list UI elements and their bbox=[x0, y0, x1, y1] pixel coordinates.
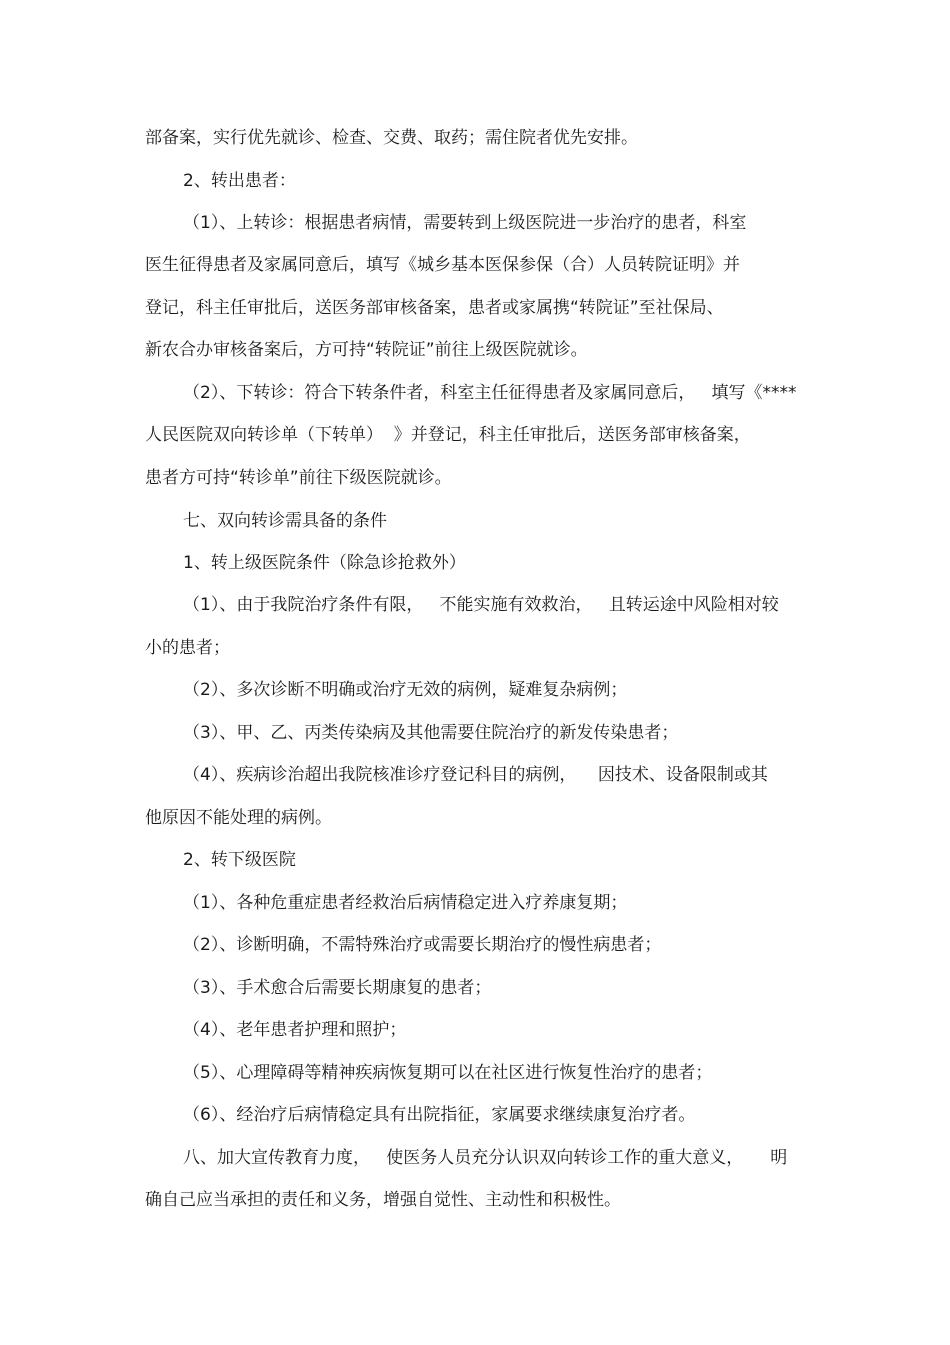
text-line: （1）、各种危重症患者经救治后病情稳定进入疗养康复期； bbox=[183, 893, 628, 913]
section-heading: 2、转出患者： bbox=[183, 171, 296, 191]
text-line: 登记，科主任审批后，送医务部审核备案，患者或家属携“转院证”至社保局、 bbox=[145, 298, 724, 318]
text-line: （2）、诊断明确，不需特殊治疗或需要长期治疗的慢性病患者； bbox=[183, 935, 662, 955]
text-line: 他原因不能处理的病例。 bbox=[145, 808, 332, 828]
subsection-heading: 2、转下级医院 bbox=[183, 850, 296, 870]
text-line: （2）、下转诊：符合下转条件者，科室主任征得患者及家属同意后， 填写《**** bbox=[183, 383, 797, 403]
text-line: （4）、疾病诊治超出我院核准诊疗登记科目的病例， 因技术、设备限制或其 bbox=[183, 765, 768, 785]
text-line: 确自己应当承担的责任和义务，增强自觉性、主动性和积极性。 bbox=[145, 1190, 621, 1210]
text-line: 医生征得患者及家属同意后，填写《城乡基本医保参保（合）人员转院证明》并 bbox=[145, 255, 740, 275]
text-line: 新农合办审核备案后，方可持“转院证”前往上级医院就诊。 bbox=[145, 340, 588, 360]
text-line: （1）、由于我院治疗条件有限， 不能实施有效救治， 且转运途中风险相对较 bbox=[183, 595, 779, 615]
section-heading: 七、双向转诊需具备的条件 bbox=[183, 511, 387, 531]
text-line: 小的患者； bbox=[145, 638, 230, 658]
text-line: （3）、甲、乙、丙类传染病及其他需要住院治疗的新发传染患者； bbox=[183, 723, 679, 743]
text-line: （4）、老年患者护理和照护； bbox=[183, 1020, 407, 1040]
text-line: （2）、多次诊断不明确或治疗无效的病例，疑难复杂病例； bbox=[183, 680, 628, 700]
text-line: 患者方可持“转诊单”前往下级医院就诊。 bbox=[145, 468, 452, 488]
text-line: 部备案，实行优先就诊、检查、交费、取药；需住院者优先安排。 bbox=[145, 128, 638, 148]
text-line: （5）、心理障碍等精神疾病恢复期可以在社区进行恢复性治疗的患者； bbox=[183, 1063, 713, 1083]
text-line: 人民医院双向转诊单（下转单） 》并登记，科主任审批后，送医务部审核备案， bbox=[145, 425, 751, 445]
text-line: （6）、经治疗后病情稳定具有出院指征，家属要求继续康复治疗者。 bbox=[183, 1105, 696, 1125]
text-line: （3）、手术愈合后需要长期康复的患者； bbox=[183, 978, 492, 998]
text-line: （1）、上转诊：根据患者病情，需要转到上级医院进一步治疗的患者，科室 bbox=[183, 213, 747, 233]
subsection-heading: 1、转上级医院条件（除急诊抢救外） bbox=[183, 553, 466, 573]
section-heading: 八、加大宣传教育力度， 使医务人员充分认识双向转诊工作的重大意义， 明 bbox=[183, 1148, 788, 1168]
